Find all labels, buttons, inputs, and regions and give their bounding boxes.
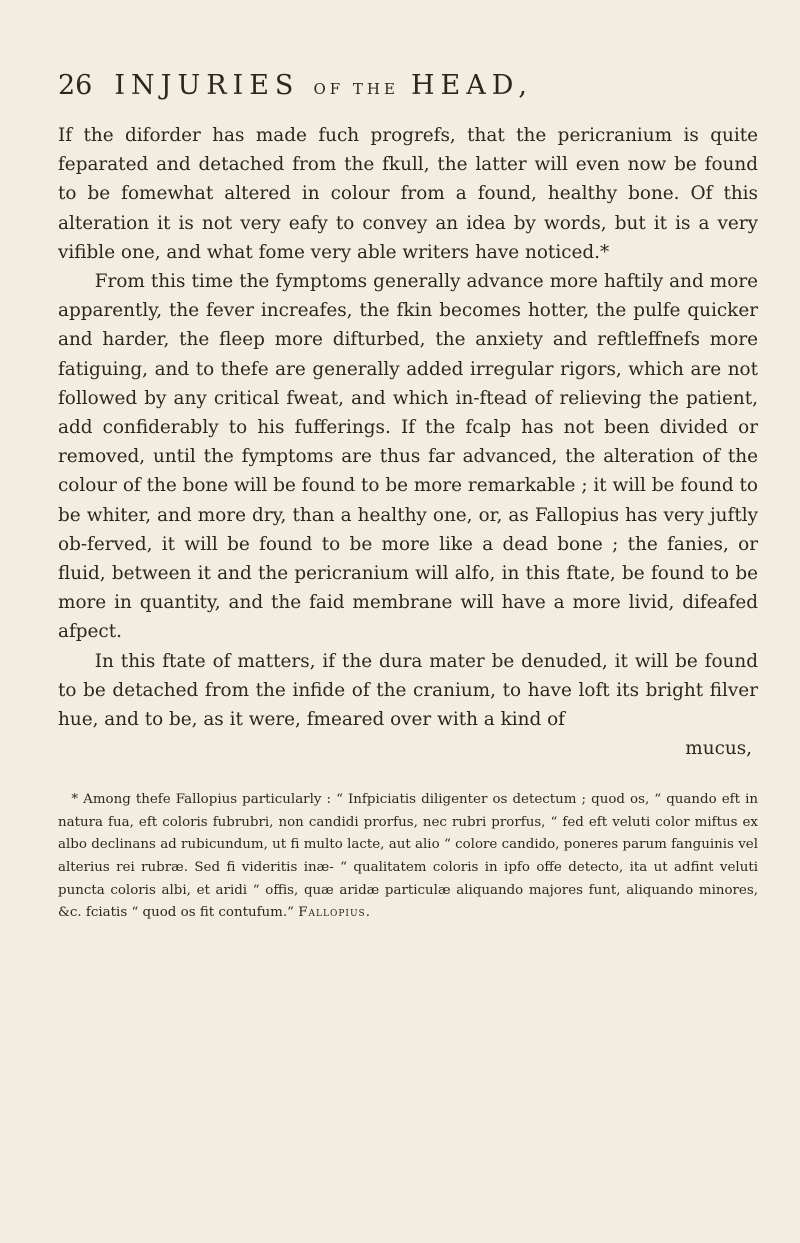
paragraph: From this time the fymptoms generally advance more haftily and more apparently, the fever increafes, the fkin becomes hotter, the pulfe quicker and harder, the fleep more difturbed, the anxiety and reftleffnefs more fatiguing, and to thefe are generally added irregular rigors, which are not followed by any critical fweat, and which in-ftead of relieving the patient, add confiderably to his fufferings. If the fcalp has not been divided or removed, until the fymptoms are thus far advanced, the alteration of the colour of the bone will be found to be more remarkable ; it will be found to be whiter, and more dry, than a healthy one, or, as Fallopius has very juftly ob-ferved, it will be found to be more like a dead bone ; the fanies, or fluid, between it and the pericranium will alfo, in this ftate, be found to be more in quantity, and the faid membrane will have a more livid, difeafed afpect.: [58, 271, 758, 643]
header-title-head: HEAD,: [410, 70, 533, 101]
body-text: [58, 121, 758, 734]
header-title-injuries: INJURIES: [114, 70, 300, 101]
footnote: [58, 789, 758, 925]
page: [58, 70, 758, 925]
page-number: 26: [58, 70, 93, 101]
paragraph: In this ftate of matters, if the dura mater be denuded, it will be found to be detached from the infide of the cranium, to have loft its bright filver hue, and to be, as it were, fmeared over with a kind of: [58, 650, 758, 731]
catchword: mucus,: [685, 738, 752, 760]
footnote-attribution: Fallopius.: [298, 905, 371, 921]
footnote-text: * Among thefe Fallopius particularly : “ Infpiciatis diligenter os detectum ; quod os, “ quando eft in natura fua, eft coloris fubrubri, non candidi prorfus, nec rubri prorfus, “ fed eft veluti color miftus ex albo declinans ad rubicundum, ut fi multo lacte, aut alio “ colore candido, poneres parum fanguinis vel alterius rei rubræ. Sed fi videritis inæ- “ qualitatem coloris in ipfo offe detecto, ita ut adfint veluti puncta coloris albi, et aridi “ offis, quæ aridæ particulæ aliquando majores funt, aliquando minores, &c. fciatis “ quod os fit contufum.”: [58, 792, 758, 921]
header-title-of-the: OF THE: [313, 80, 399, 98]
paragraph: If the diforder has made fuch progrefs, that the pericranium is quite feparated and detached from the fkull, the latter will even now be found to be fomewhat altered in colour from a found, healthy bone. Of this alteration it is not very eafy to convey an idea by words, but it is a very vifible one, and what fome very able writers have noticed.*: [58, 125, 758, 263]
running-header: [58, 70, 758, 101]
